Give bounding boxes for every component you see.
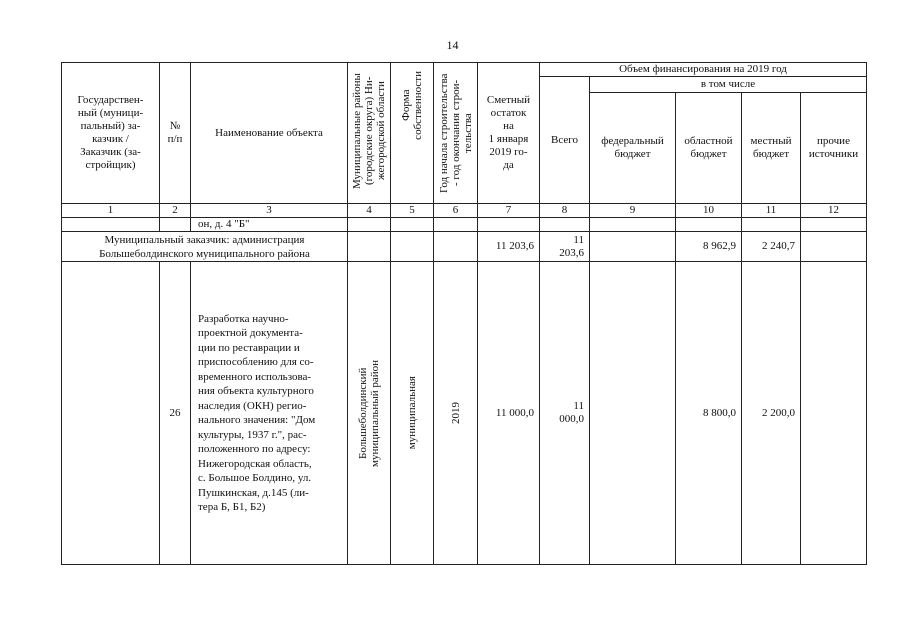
header-ownership: Форма собственности <box>391 63 434 204</box>
column-number: 7 <box>478 204 540 218</box>
group-federal <box>590 232 676 262</box>
row-ownership: муниципальная <box>391 262 434 565</box>
row-local: 2 200,0 <box>742 262 801 565</box>
group-other <box>801 232 867 262</box>
column-number: 10 <box>676 204 742 218</box>
row-years: 2019 <box>434 262 478 565</box>
group-regional: 8 962,9 <box>676 232 742 262</box>
row-object-name: Разработка научно- проектной документа- ции по реставрации и приспособлению для со- временного использова- ния объекта культурного наследия (ОКН) регио- нального значения: "Дом культуры, 1937 г.", рас- положенного по адресу: Нижегородская область, с. Большое Болдино, ул. Пушкинская, д.145 (ли- тера Б, Б1, Б2) <box>191 262 348 565</box>
column-number: 1 <box>62 204 160 218</box>
row-customer <box>62 262 160 565</box>
group-row <box>62 232 867 262</box>
column-number: 5 <box>391 204 434 218</box>
table-row <box>62 262 867 565</box>
row-federal <box>590 262 676 565</box>
column-number: 12 <box>801 204 867 218</box>
group-local: 2 240,7 <box>742 232 801 262</box>
row-remaining-cost: 11 000,0 <box>478 262 540 565</box>
header-remaining-cost: Сметный остаток на 1 января 2019 го- да <box>478 63 540 204</box>
column-number: 9 <box>590 204 676 218</box>
header-including: в том числе <box>590 77 867 93</box>
group-remaining-cost: 11 203,6 <box>478 232 540 262</box>
column-number: 8 <box>540 204 590 218</box>
row-number: 26 <box>160 262 191 565</box>
header-other: прочие источники <box>801 93 867 204</box>
header-districts: Муниципальные районы (городские округа) Ни- жегородской области <box>348 63 391 204</box>
row-regional: 8 800,0 <box>676 262 742 565</box>
row-district: Большеболдинский муниципальный район <box>348 262 391 565</box>
header-object-name: Наименование объекта <box>191 63 348 204</box>
row-other <box>801 262 867 565</box>
continuation-row <box>62 218 867 232</box>
continuation-object-name: он, д. 4 "Б" <box>191 218 348 232</box>
group-total: 11 203,6 <box>540 232 590 262</box>
header-federal: федеральный бюджет <box>590 93 676 204</box>
column-numbers-row <box>62 204 867 218</box>
header-customer: Государствен- ный (муници- пальный) за- казчик / Заказчик (за- стройщик) <box>62 63 160 204</box>
page-number: 14 <box>446 38 459 52</box>
group-label: Муниципальный заказчик: администрация Большеболдинского муниципального района <box>62 232 348 262</box>
financing-table <box>61 62 867 565</box>
column-number: 4 <box>348 204 391 218</box>
header-regional: областной бюджет <box>676 93 742 204</box>
column-number: 2 <box>160 204 191 218</box>
column-number: 11 <box>742 204 801 218</box>
row-total: 11 000,0 <box>540 262 590 565</box>
header-financing-group: Объем финансирования на 2019 год <box>540 63 867 77</box>
header-total: Всего <box>540 77 590 204</box>
header-years: Год начала строительства - год окончания строи- тельства <box>434 63 478 204</box>
column-number: 6 <box>434 204 478 218</box>
header-number: № п/п <box>160 63 191 204</box>
header-local: местный бюджет <box>742 93 801 204</box>
column-number: 3 <box>191 204 348 218</box>
